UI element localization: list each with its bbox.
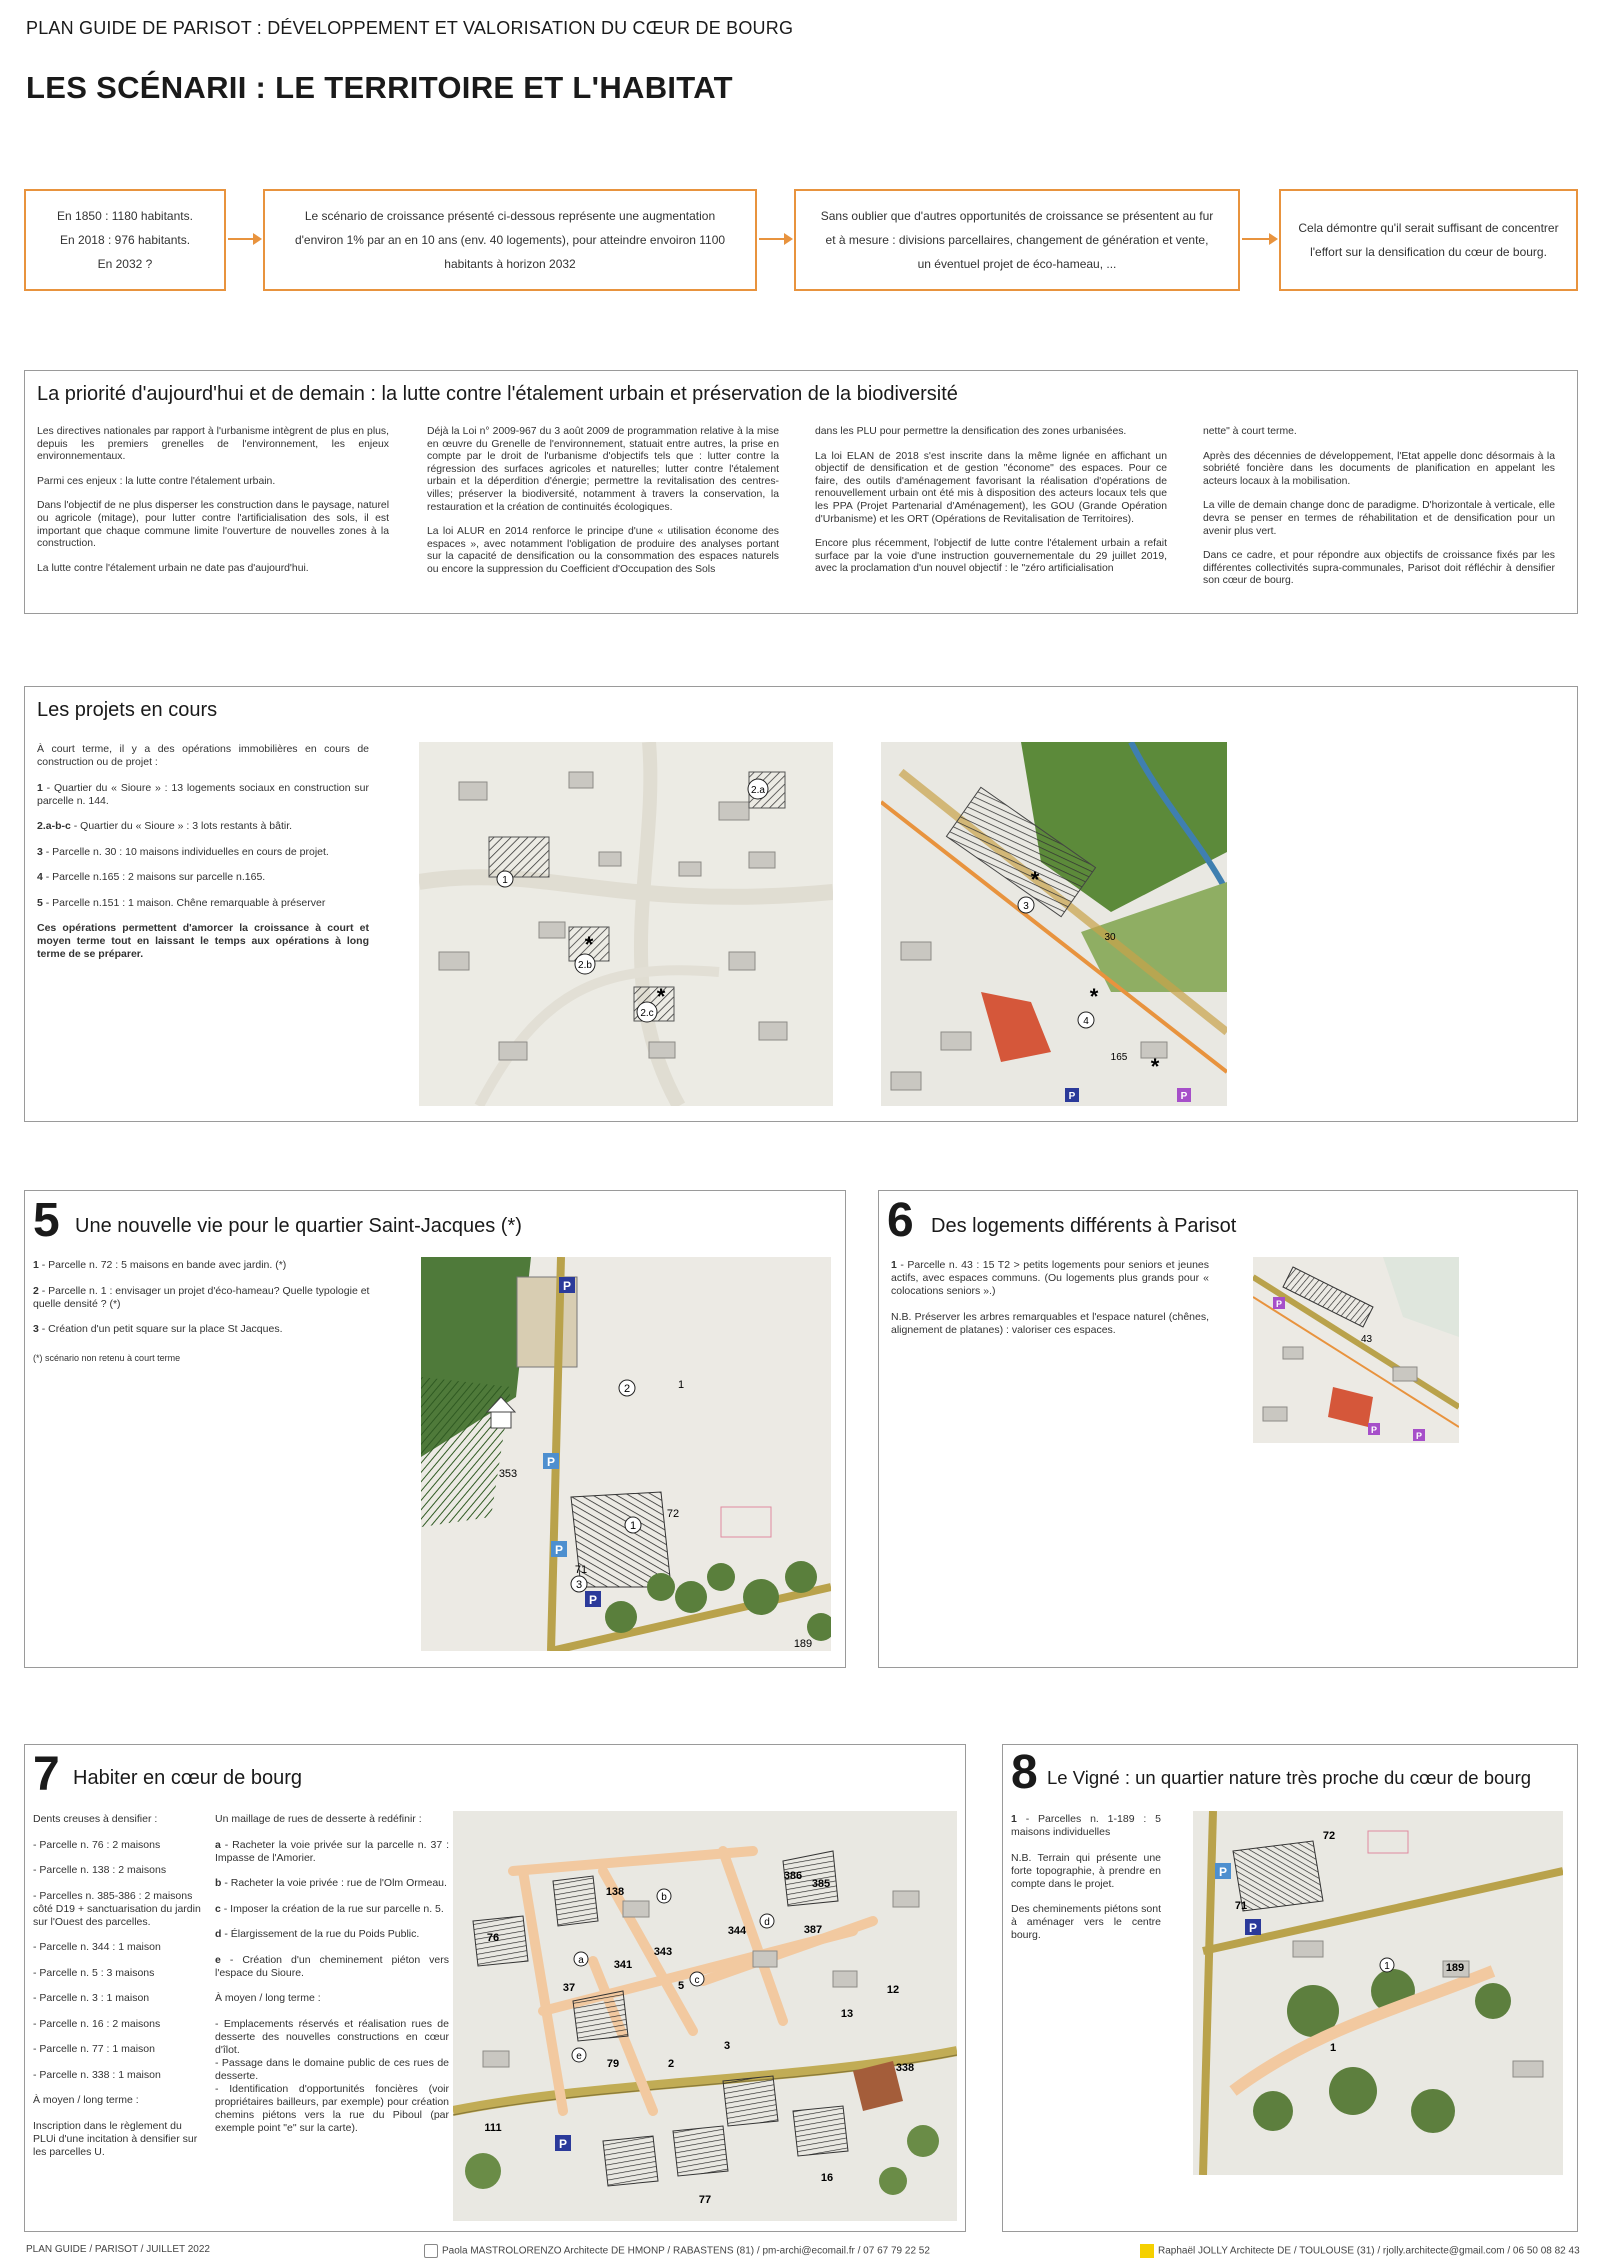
section-8-panel xyxy=(1002,1744,1578,2232)
section-5-panel xyxy=(24,1190,846,1668)
process-arrow-1 xyxy=(228,238,260,240)
svg-text:3: 3 xyxy=(1023,901,1029,912)
section-7-map xyxy=(453,1811,957,2221)
svg-text:43: 43 xyxy=(1361,1334,1373,1345)
svg-text:16: 16 xyxy=(820,2172,834,2184)
priority-col-1: Les directives nationales par rapport à l'urbanisme intègrent de plus en plus, depuis les premiers grenelles de l'environnement, les enjeux environnementaux. Parmi ces enjeux : la lutte contre l'étalement urbain. Dans l'objectif de ne plus disperser les construction dans le paysage, naturel ou agricole (mitage), pour lutter contre l'artificialisation des sols, il est important que chaque commune limite l'ouverture de nouvelles zones à la construction. La lutte contre l'étalement urbain ne date pas d'aujourd'hui. xyxy=(37,426,390,574)
svg-text:P: P xyxy=(1218,1865,1228,1879)
section-6-panel xyxy=(878,1190,1578,1668)
svg-text:P: P xyxy=(1248,1921,1258,1935)
projets-map-2 xyxy=(881,742,1227,1106)
section-5-title: Une nouvelle vie pour le quartier Saint-Jacques (*) xyxy=(75,1215,522,1237)
map1-label-2a: 2.a xyxy=(751,785,765,796)
section-5-map xyxy=(421,1257,831,1651)
svg-text:343: 343 xyxy=(653,1946,673,1958)
svg-text:P: P xyxy=(1180,1091,1188,1102)
map1-label-1: 1 xyxy=(502,875,508,886)
svg-text:2: 2 xyxy=(623,1383,631,1395)
section-6-map xyxy=(1253,1257,1459,1443)
projets-title: Les projets en cours xyxy=(37,699,218,721)
section-7-panel xyxy=(24,1744,966,2232)
svg-text:338: 338 xyxy=(895,2062,915,2074)
projets-map-1 xyxy=(419,742,833,1106)
svg-text:P: P xyxy=(562,1279,572,1293)
section-8-number: 8 xyxy=(1011,1746,1038,1799)
svg-text:72: 72 xyxy=(666,1508,680,1520)
svg-text:71: 71 xyxy=(574,1564,588,1576)
priority-title: La priorité d'aujourd'hui et de demain : la lutte contre l'étalement urbain et préservation de la biodiversité xyxy=(37,383,958,405)
section-5-list: 1 - Parcelle n. 72 : 5 maisons en bande avec jardin. (*) 2 - Parcelle n. 1 : envisager un projet d'éco-hameau? Quelle typologie et quelle densité ? (*) 3 - Création d'un petit square sur la place St Jacques. (*) scénario non retenu à court terme xyxy=(33,1259,370,1363)
process-box-4: Cela démontre qu'il serait suffisant de concentrer l'effort sur la densification du cœur de bourg. xyxy=(1279,189,1578,291)
process-box-3: Sans oublier que d'autres opportunités de croissance se présentent au fur et à mesure : divisions parcellaires, changement de génération et vente, un éventuel projet de éco-hameau, ... xyxy=(794,189,1240,291)
svg-text:P: P xyxy=(554,1543,564,1557)
projets-list: À court terme, il y a des opérations immobilières en cours de construction ou de projet : 1 - Quartier du « Sioure » : 13 logements sociaux en construction sur parcelle n. 144. 2.a-b-c - Quartier du « Sioure » : 3 lots restants à bâtir. 3 - Parcelle n. 30 : 10 maisons individuelles en cours de projet. 4 - Parcelle n.165 : 2 maisons sur parcelle n.165. 5 - Parcelle n.151 : 1 maison. Chêne remarquable à préserver Ces opérations permettent d'amorcer la croissance à court et moyen terme tout en laissant le temps aux opérations à long terme de se préparer. xyxy=(37,743,369,960)
svg-text:2: 2 xyxy=(667,2058,675,2070)
section-5-number: 5 xyxy=(33,1194,60,1247)
document-subtitle: PLAN GUIDE DE PARISOT : DÉVELOPPEMENT ET VALORISATION DU CŒUR DE BOURG xyxy=(26,18,794,38)
svg-text:P: P xyxy=(546,1455,556,1469)
section-8-map xyxy=(1193,1811,1563,2175)
svg-text:111: 111 xyxy=(484,2122,502,2134)
section-7-number: 7 xyxy=(33,1748,60,1801)
section-8-title: Le Vigné : un quartier nature très proche du cœur de bourg xyxy=(1047,1767,1532,1788)
svg-text:77: 77 xyxy=(698,2194,712,2206)
svg-text:71: 71 xyxy=(1234,1900,1248,1912)
svg-text:353: 353 xyxy=(498,1468,518,1480)
svg-text:*: * xyxy=(1089,984,1099,1009)
svg-text:*: * xyxy=(656,984,666,1009)
svg-text:386: 386 xyxy=(783,1870,803,1882)
footer-right: Raphaël JOLLY Architecte DE / TOULOUSE (31) / rjolly.architecte@gmail.com / 06 50 08 82 43 xyxy=(1140,2244,1580,2258)
svg-text:12: 12 xyxy=(886,1984,900,1996)
svg-text:1: 1 xyxy=(629,1520,637,1532)
svg-text:1: 1 xyxy=(677,1379,685,1391)
svg-text:3: 3 xyxy=(575,1579,583,1591)
svg-text:b: b xyxy=(661,1892,667,1903)
svg-text:e: e xyxy=(576,2051,582,2062)
map1-label-2c: 2.c xyxy=(640,1008,654,1019)
svg-text:a: a xyxy=(578,1955,584,1966)
svg-text:344: 344 xyxy=(727,1925,747,1937)
priority-panel xyxy=(24,370,1578,614)
svg-text:76: 76 xyxy=(486,1932,500,1944)
svg-text:P: P xyxy=(1370,1425,1378,1435)
architect-logo-icon xyxy=(424,2244,438,2258)
svg-text:387: 387 xyxy=(803,1924,823,1936)
section-7-left-list: Dents creuses à densifier : - Parcelle n. 76 : 2 maisons - Parcelle n. 138 : 2 maisons - Parcelles n. 385-386 : 2 maisons côté D19 + sanctuarisation du jardin sur l'Ouest des parcelles. - Parcelle n. 344 : 1 maison - Parcelle n. 5 : 3 maisons - Parcelle n. 3 : 1 maison - Parcelle n. 16 : 2 maisons - Parcelle n. 77 : 1 maison - Parcelle n. 338 : 1 maison À moyen / long terme : Inscription dans le règlement du PLUi d'une incitation à densifier sur les parcelles U. xyxy=(33,1813,201,2158)
svg-text:d: d xyxy=(764,1917,770,1928)
svg-text:5: 5 xyxy=(677,1980,685,1992)
map1-label-2b: 2.b xyxy=(578,960,592,971)
svg-text:1: 1 xyxy=(1329,2042,1337,2054)
svg-text:4: 4 xyxy=(1083,1016,1089,1027)
svg-text:c: c xyxy=(694,1975,700,1986)
svg-text:13: 13 xyxy=(840,2008,854,2020)
footer-mid: Paola MASTROLORENZO Architecte DE HMONP / RABASTENS (81) / pm-archi@ecomail.fr / 07 67 79 22 52 xyxy=(424,2244,930,2258)
svg-text:3: 3 xyxy=(723,2040,731,2052)
projets-panel xyxy=(24,686,1578,1122)
process-box-1: En 1850 : 1180 habitants. En 2018 : 976 habitants. En 2032 ? xyxy=(24,189,226,291)
section-8-list: 1 - Parcelles n. 1-189 : 5 maisons individuelles N.B. Terrain qui présente une forte topographie, à prendre en compte dans le projet. Des cheminements piétons sont à aménager vers le centre bourg. xyxy=(1011,1813,1161,1941)
svg-text:*: * xyxy=(584,932,594,957)
svg-text:189: 189 xyxy=(1445,1962,1465,1974)
svg-text:1: 1 xyxy=(1384,1961,1390,1972)
svg-text:79: 79 xyxy=(606,2058,620,2070)
svg-text:72: 72 xyxy=(1322,1830,1336,1842)
svg-text:P: P xyxy=(558,2137,568,2151)
footer-left: PLAN GUIDE / PARISOT / JUILLET 2022 xyxy=(26,2244,210,2255)
priority-col-3: dans les PLU pour permettre la densification des zones urbanisées. La loi ELAN de 2018 s'est inscrite dans la même lignée en affichant un objectif de densification et de gestion "économe" des espaces. Pour ce faire, des outils d'aménagement favorisant la réalisation d'opérations de renouvellement urbain ont été mis à disposition des acteurs locaux tels que les PPA (Projet Partenarial d'Aménagement), les GOU (Grande Opération d'Urbanisme) et les ORT (Opérations de Revitalisation de Territoires). Encore plus récemment, l'objectif de lutte contre l'étalement urbain a refait surface par la voie d'une instruction gouvernementale du 29 juillet 2019, avec la proclamation d'un nouvel objectif : le "zéro artificialisation xyxy=(815,426,1167,575)
svg-text:165: 165 xyxy=(1110,1052,1128,1063)
svg-text:P: P xyxy=(1415,1431,1423,1441)
svg-text:P: P xyxy=(1068,1091,1076,1102)
svg-text:37: 37 xyxy=(562,1982,576,1994)
process-arrow-2 xyxy=(759,238,791,240)
section-6-number: 6 xyxy=(887,1194,914,1247)
svg-text:30: 30 xyxy=(1104,932,1116,943)
priority-col-2: Déjà la Loi n° 2009-967 du 3 août 2009 de programmation relative à la mise en œuvre du Grenelle de l'environnement, statuait entre autres, la prise en compte par le droit de l'urbanisme d'objectifs tels que : lutter contre la régression des surfaces agricoles et naturelles; lutter contre l'étalement urbain et la déperdition d'énergie; permettre la revitalisation des centres-villes; préserver la biodiversité, notamment à travers la conservation, la restauration et la création de continuités écologiques. La loi ALUR en 2014 renforce le principe d'une « utilisation économe des espaces », avec notamment l'obligation de produire des analyses portant sur la capacité de densification ou la consommation des espaces naturels ou encore la suppression du Coefficient d'Occupation des Sols xyxy=(427,426,779,575)
priority-col-4: nette" à court terme. Après des décennies de développement, l'Etat appelle donc désormais à la sobriété foncière dans les documents de planification en appelant les acteurs locaux à la mobilisation. La ville de demain change donc de paradigme. D'horizontale à verticale, elle devra se penser en termes de réhabilitation et de densification pour un avenir plus vert. Dans ce cadre, et pour répondre aux objectifs de croissance fixés par les différentes collectivités supra-communales, Parisot doit réfléchir à densifier son cœur de bourg. xyxy=(1203,426,1555,587)
svg-text:*: * xyxy=(1030,867,1040,892)
process-arrow-3 xyxy=(1242,238,1276,240)
rj-logo-icon xyxy=(1140,2244,1154,2258)
section-6-list: 1 - Parcelle n. 43 : 15 T2 > petits logements pour seniors et jeunes actifs, avec espaces communs. (Ou logements plus grands pour « colocations seniors ».) N.B. Préserver les arbres remarquables et l'espace naturel (chênes, alignement de platanes) : valoriser ces espaces. xyxy=(891,1259,1209,1336)
section-6-title: Des logements différents à Parisot xyxy=(931,1215,1237,1237)
svg-text:385: 385 xyxy=(811,1878,831,1890)
section-7-title: Habiter en cœur de bourg xyxy=(73,1767,303,1789)
svg-text:P: P xyxy=(588,1593,598,1607)
svg-text:P: P xyxy=(1275,1299,1283,1309)
document-title: LES SCÉNARII : LE TERRITOIRE ET L'HABITAT xyxy=(26,70,733,105)
section-7-mid-list: Un maillage de rues de desserte à redéfinir : a - Racheter la voie privée sur la parcelle n. 37 : Impasse de l'Amorier. b - Racheter la voie privée : rue de l'Olm Ormeau. c - Imposer la création de la rue sur parcelle n. 5. d - Élargissement de la rue du Poids Public. e - Création d'un cheminement piéton vers l'espace du Sioure. À moyen / long terme : - Emplacements réservés et réalisation rues de desserte des nouvelles constructions en cœur d'îlot. - Passage dans le domaine public de ces rues de desserte. - Identification d'opportunités foncières (voir propriétaires bailleurs, par exemple) pour création chemins piétons vers la rue du Piboul (par exemple point "e" sur la carte). xyxy=(215,1813,449,2134)
svg-text:189: 189 xyxy=(793,1638,813,1650)
svg-text:341: 341 xyxy=(613,1959,633,1971)
svg-text:*: * xyxy=(1150,1054,1160,1079)
process-box-2: Le scénario de croissance présenté ci-dessous représente une augmentation d'environ 1% par an en 10 ans (env. 40 logements), pour atteindre envoiron 1100 habitants à horizon 2032 xyxy=(263,189,757,291)
svg-text:138: 138 xyxy=(605,1886,625,1898)
